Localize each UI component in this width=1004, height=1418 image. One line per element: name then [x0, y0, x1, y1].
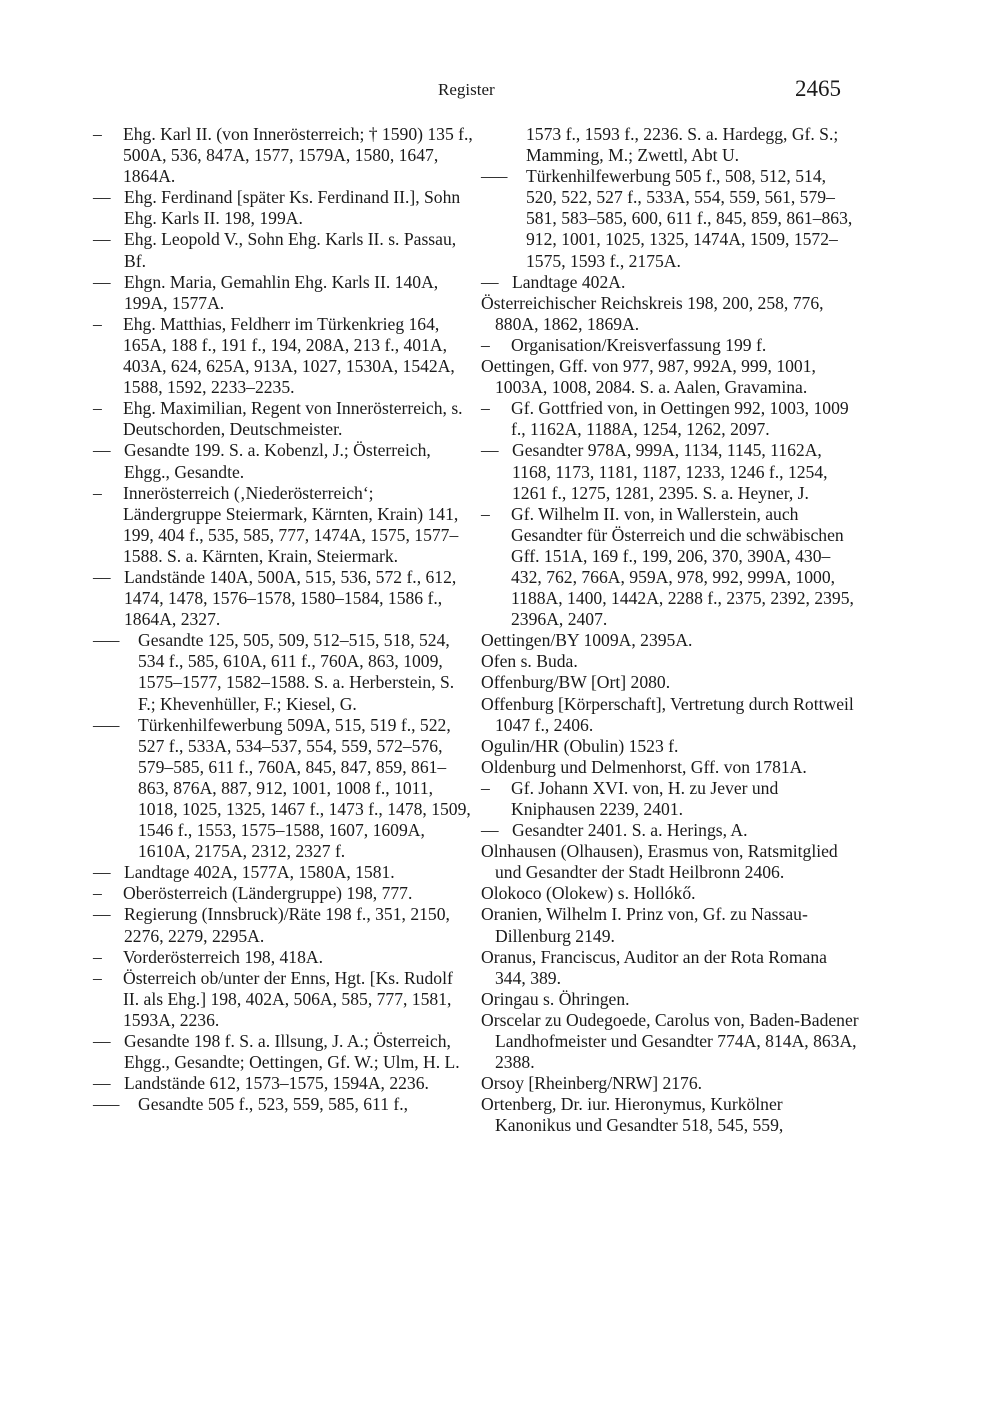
index-entry [93, 947, 473, 968]
index-entry-text: Landtage 402A. [512, 271, 626, 292]
level-dash: –– [93, 904, 111, 925]
level-dash: –– [93, 862, 111, 883]
index-entry [93, 272, 473, 314]
level-dash: ––– [93, 714, 120, 735]
index-entry-text: Oringau s. Öhringen. [481, 988, 630, 1009]
index-entry-text: Ogulin/HR (Obulin) 1523 f. [481, 735, 679, 756]
level-dash: –– [481, 440, 499, 461]
index-entry [481, 356, 861, 398]
level-dash: –– [481, 271, 499, 292]
index-entry-text: Türkenhilfewerbung 505 f., 508, 512, 514, 520, 522, 527 f., 533A, 554, 559, 561, 579–581, 583–585, 600, 611 f., 845, 859, 861–863, 912, 1001, 1025, 1325, 1474A, 1509, 1572–1575, 1593 f., 2175A. [526, 166, 853, 271]
index-entry [93, 883, 473, 904]
level-dash: – [93, 946, 102, 967]
level-dash: – [481, 334, 490, 355]
index-entry-text: Türkenhilfewerbung 509A, 515, 519 f., 522, 527 f., 533A, 534–537, 554, 559, 572–576, 579–585, 611 f., 760A, 845, 847, 859, 861–863, 876A, 887, 912, 1001, 1008 f., 1011, 1018, 1025, 1325, 1467 f., 1473 f., 1478, 1509, 1546 f., 1553, 1575–1588, 1607, 1609A, 1610A, 2175A, 2312, 2327 f. [138, 714, 471, 862]
index-entry-text: Ehgn. Maria, Gemahlin Ehg. Karls II. 140A, 199A, 1577A. [124, 271, 439, 313]
index-entry-text: Gesandte 199. S. a. Kobenzl, J.; Österreich, Ehgg., Gesandte. [124, 440, 431, 482]
index-entry [93, 229, 473, 271]
index-entry-text: Olnhausen (Olhausen), Erasmus von, Ratsmitglied und Gesandter der Stadt Heilbronn 2406. [481, 841, 838, 883]
index-entry-text: Landstände 612, 1573–1575, 1594A, 2236. [124, 1073, 429, 1094]
index-entry [481, 694, 861, 736]
page-number: 2465 [795, 76, 841, 101]
level-dash: ––– [93, 630, 120, 651]
index-entry-text: Gesandte 125, 505, 509, 512–515, 518, 524, 534 f., 585, 610A, 611 f., 760A, 863, 1009, 1575–1577, 1582–1588. S. a. Herberstein, S. F.; Khevenhüller, F.; Kiesel, G. [138, 630, 455, 714]
index-entry-text: Gf. Gottfried von, in Oettingen 992, 1003, 1009 f., 1162A, 1188A, 1254, 1262, 2097. [511, 398, 849, 440]
index-entry-text: Ofen s. Buda. [481, 651, 578, 672]
level-dash: ––– [93, 1094, 120, 1115]
index-entry-text: Landstände 140A, 500A, 515, 536, 572 f., 612, 1474, 1478, 1576–1578, 1580–1584, 1586 f., 1864A, 2327. [124, 566, 457, 630]
index-entry [481, 630, 861, 651]
index-entry [93, 968, 473, 1031]
index-entry [481, 947, 861, 989]
index-entry-text: Offenburg [Körperschaft], Vertretung durch Rottweil 1047 f., 2406. [481, 693, 854, 735]
level-dash: – [93, 313, 102, 334]
index-entry-text: Oettingen, Gff. von 977, 987, 992A, 999, 1001, 1003A, 1008, 2084. S. a. Aalen, Gravamina. [481, 356, 816, 398]
index-entry [481, 989, 861, 1010]
level-dash: – [93, 398, 102, 419]
index-entry-text: Oranien, Wilhelm I. Prinz von, Gf. zu Nassau-Dillenburg 2149. [481, 904, 808, 946]
index-entry [93, 567, 473, 630]
level-dash: ––– [481, 166, 508, 187]
index-entry [481, 651, 861, 672]
level-dash: – [481, 503, 490, 524]
index-entry-text: Landtage 402A, 1577A, 1580A, 1581. [124, 862, 395, 883]
index-entry [481, 166, 861, 271]
index-entry [481, 883, 861, 904]
level-dash: –– [93, 271, 111, 292]
index-entry [93, 630, 473, 714]
index-entry [481, 398, 861, 440]
header-title: Register [438, 80, 495, 99]
index-entry [481, 124, 861, 166]
index-entry-text: Österreichischer Reichskreis 198, 200, 258, 776, 880A, 1862, 1869A. [481, 292, 824, 334]
index-entry [481, 440, 861, 503]
index-entry [93, 1094, 473, 1115]
index-entry [481, 736, 861, 757]
index-entry [481, 504, 861, 631]
index-entry-text: Gesandter 978A, 999A, 1134, 1145, 1162A, 1168, 1173, 1181, 1187, 1233, 1246 f., 1254, 1261 f., 1275, 1281, 2395. S. a. Heyner, J. [512, 440, 828, 503]
index-entry [93, 1031, 473, 1073]
level-dash: – [93, 967, 102, 988]
index-entry-text: Offenburg/BW [Ort] 2080. [481, 672, 671, 693]
index-entry-text: Gesandte 198 f. S. a. Illsung, J. A.; Österreich, Ehgg., Gesandte; Oettingen, Gf. W.; Ulm, H. L. [124, 1031, 460, 1073]
index-entry-text: Orscelar zu Oudegoede, Carolus von, Baden-Badener Landhofmeister und Gesandter 774A, 814A, 863A, 2388. [481, 1009, 859, 1073]
level-dash: –– [93, 566, 111, 587]
index-entry-text: Oranus, Franciscus, Auditor an der Rota Romana 344, 389. [481, 946, 827, 988]
index-entry [481, 272, 861, 293]
index-entry [93, 314, 473, 398]
index-entry [93, 187, 473, 229]
index-entry-text: Vorderösterreich 198, 418A. [123, 946, 323, 967]
index-entry [481, 1010, 861, 1073]
level-dash: – [93, 482, 102, 503]
level-dash: – [93, 124, 102, 144]
index-entry-text: 1573 f., 1593 f., 2236. S. a. Hardegg, Gf. S.; Mamming, M.; Zwettl, Abt U. [526, 124, 839, 166]
level-dash: –– [93, 229, 111, 250]
level-dash: – [93, 883, 102, 904]
index-entry [481, 672, 861, 693]
index-entry [481, 335, 861, 356]
level-dash: –– [93, 1031, 111, 1052]
level-dash: –– [93, 1073, 111, 1094]
index-entry-text: Ehg. Leopold V., Sohn Ehg. Karls II. s. Passau, Bf. [124, 229, 457, 271]
index-entry-text: Innerösterreich (‚Niederösterreich‘; Ländergruppe Steiermark, Kärnten, Krain) 141, 199, 404 f., 535, 585, 777, 1474A, 1575, 1577–1588. S. a. Kärnten, Krain, Steiermark. [123, 482, 459, 566]
level-dash: –– [93, 187, 111, 208]
index-entry [93, 398, 473, 440]
index-entry-text: Ehg. Matthias, Feldherr im Türkenkrieg 164, 165A, 188 f., 191 f., 194, 208A, 213 f., 401A, 403A, 624, 625A, 913A, 1027, 1530A, 1542A, 1588, 1592, 2233–2235. [123, 313, 455, 398]
index-entry [93, 440, 473, 482]
level-dash: – [481, 777, 490, 798]
index-column-right [481, 124, 861, 1137]
index-column-left [93, 124, 473, 1115]
index-entry [93, 124, 473, 187]
level-dash: –– [93, 440, 111, 461]
index-entry [93, 483, 473, 567]
index-entry [93, 715, 473, 863]
index-entry-text: Ehg. Ferdinand [später Ks. Ferdinand II.], Sohn Ehg. Karls II. 198, 199A. [124, 187, 461, 229]
index-entry [481, 293, 861, 335]
index-entry [481, 820, 861, 841]
index-entry-text: Oettingen/BY 1009A, 2395A. [481, 630, 693, 651]
index-entry [481, 841, 861, 883]
index-entry [481, 778, 861, 820]
index-entry-text: Gesandte 505 f., 523, 559, 585, 611 f., [138, 1094, 409, 1115]
index-entry-text: Oberösterreich (Ländergruppe) 198, 777. [123, 883, 413, 904]
index-entry-text: Ehg. Karl II. (von Innerösterreich; † 1590) 135 f., 500A, 536, 847A, 1577, 1579A, 1580, 1647, 1864A. [123, 124, 473, 187]
index-entry-text: Oldenburg und Delmenhorst, Gff. von 1781A. [481, 756, 807, 777]
index-entry [93, 904, 473, 946]
index-entry-text: Orsoy [Rheinberg/NRW] 2176. [481, 1073, 703, 1094]
index-entry-text: Ehg. Maximilian, Regent von Innerösterreich, s. Deutschorden, Deutschmeister. [123, 398, 463, 440]
index-entry [481, 757, 861, 778]
index-entry-text: Gesandter 2401. S. a. Herings, A. [512, 820, 748, 841]
index-entry-text: Gf. Wilhelm II. von, in Wallerstein, auch Gesandter für Österreich und die schwäbischen Gff. 151A, 169 f., 199, 206, 370, 390A, 430–432, 762, 766A, 959A, 978, 992, 999A, 1000, 1188A, 1400, 1442A, 2288 f., 2375, 2392, 2395, 2396A, 2407. [511, 503, 854, 630]
index-entry-text: Regierung (Innsbruck)/Räte 198 f., 351, 2150, 2276, 2279, 2295A. [124, 904, 450, 946]
index-entry [93, 1073, 473, 1094]
level-dash: – [481, 398, 490, 419]
index-entry [93, 862, 473, 883]
index-entry [481, 904, 861, 946]
level-dash: –– [481, 820, 499, 841]
index-entry-text: Österreich ob/unter der Enns, Hgt. [Ks. Rudolf II. als Ehg.] 198, 402A, 506A, 585, 777, 1581, 1593A, 2236. [123, 967, 453, 1030]
index-entry [481, 1073, 861, 1094]
index-entry-text: Ortenberg, Dr. iur. Hieronymus, Kurkölner Kanonikus und Gesandter 518, 545, 559, [481, 1094, 784, 1136]
index-entry-text: Olokoco (Olokew) s. Hollókő. [481, 883, 696, 904]
index-entry-text: Gf. Johann XVI. von, H. zu Jever und Kniphausen 2239, 2401. [511, 777, 779, 819]
index-entry-text: Organisation/Kreisverfassung 199 f. [511, 334, 767, 355]
index-entry [481, 1094, 861, 1136]
